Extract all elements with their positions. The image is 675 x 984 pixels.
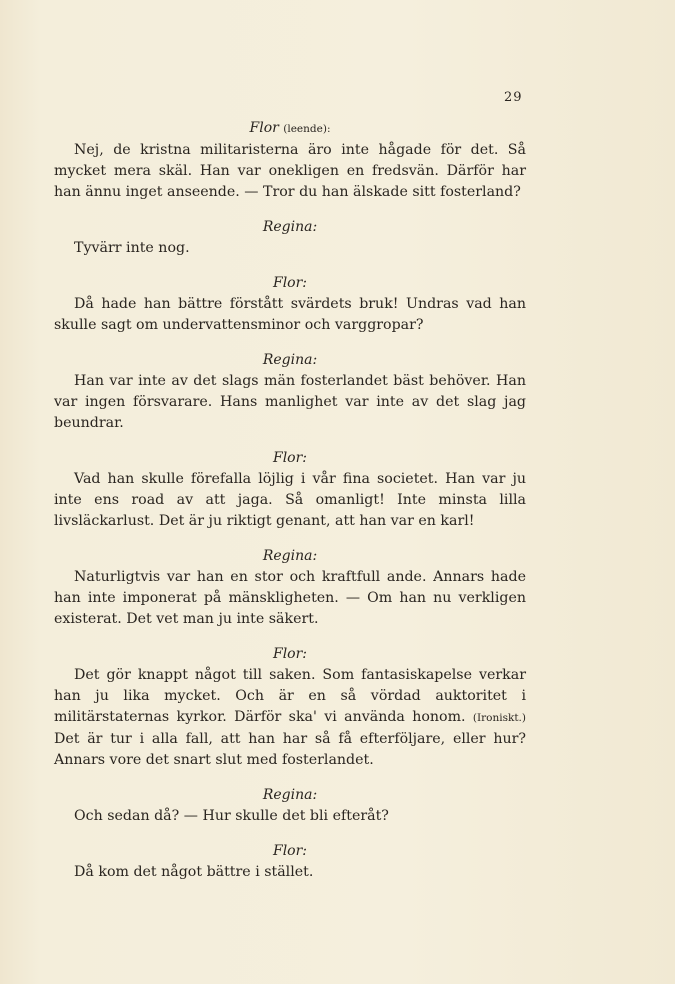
dialogue-line: Han var inte av det slags män fosterlandet bäst behöver. Han var ingen försvarare. Hans manlighet var inte av det slag jag beundrar. — [54, 373, 526, 431]
speaker-name: Regina: — [262, 352, 318, 368]
dialogue-line: Tyvärr inte nog. — [74, 240, 190, 256]
dialogue-text — [54, 118, 526, 897]
dialogue-line: Nej, de kristna militaristerna äro inte hågade för det. Så mycket mera skäl. Han var onekligen en fredsvän. Därför har han ännu inget anseende. — Tror du han älskade sitt fosterland? — [54, 142, 526, 200]
speaker-name: Flor: — [272, 646, 308, 662]
dialogue-line: Och sedan då? — Hur skulle det bli efteråt? — [74, 808, 389, 824]
dialogue-line: Då kom det något bättre i stället. — [74, 864, 314, 880]
dialogue-line: Det gör knappt något till saken. Som fantasiskapelse verkar han ju lika mycket. Och är en så vördad auktoritet i militärstaternas kyrkor. Därför ska' vi använda honom. (Ironiskt.) Det är tur i alla fall, att han har så få efterföljare, eller hur? Annars vore det snart slut med fosterlandet. — [54, 667, 526, 768]
speaker-name: Flor: — [272, 275, 308, 291]
stage-direction: (leende): — [283, 123, 331, 135]
speaker-name: Flor (leende): — [249, 120, 331, 136]
speaker-name: Regina: — [262, 548, 318, 564]
dialogue-line: Då hade han bättre förstått svärdets bruk! Undras vad han skulle sagt om undervattensminor och varggropar? — [54, 296, 526, 333]
speaker-name: Regina: — [262, 787, 318, 803]
dialogue-line: Naturligtvis var han en stor och kraftfull ande. Annars hade han inte imponerat på mänskligheten. — Om han nu verkligen existerat. Det vet man ju inte säkert. — [54, 569, 526, 627]
stage-direction: (Ironiskt.) — [472, 712, 526, 724]
speaker-name: Flor: — [272, 450, 308, 466]
page-number: 29 — [504, 90, 523, 105]
speaker-name: Flor: — [272, 843, 308, 859]
dialogue-line: Vad han skulle förefalla löjlig i vår fina societet. Han var ju inte ens road av att jaga. Så omanligt! Inte minsta lilla livsläckarlust. Det är ju riktigt genant, att han var en karl! — [54, 471, 526, 529]
speaker-name: Regina: — [262, 219, 318, 235]
